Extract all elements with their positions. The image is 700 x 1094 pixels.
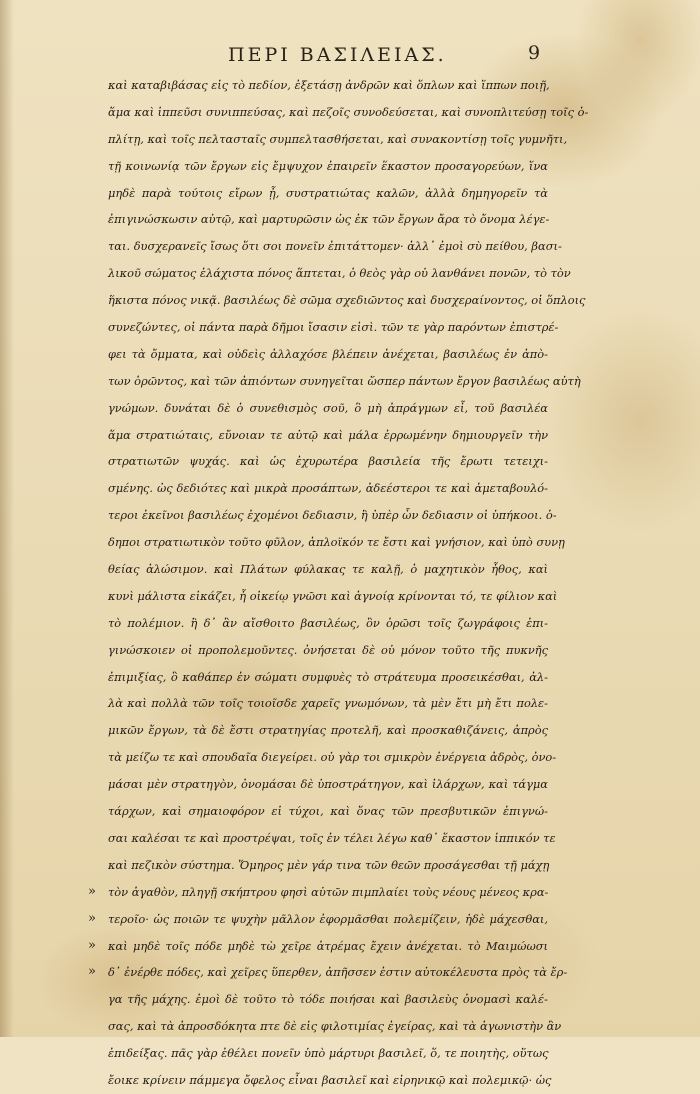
- text-line: [88, 906, 548, 933]
- line-text: ἅμα καὶ ἱππεῦσι συνιππεύσας, καὶ πεζοῖς συνοδεύσεται, καὶ συνοπλιτεύσῃ τοῖς ὁ-: [108, 104, 589, 119]
- text-line: [108, 72, 548, 99]
- line-text: καὶ καταβιβάσας εἰς τὸ πεδίον, ἐξετάσῃ ἀνδρῶν καὶ ὅπλων καὶ ἵππων ποιῇ,: [108, 78, 550, 92]
- text-line: [108, 852, 548, 879]
- text-line: [108, 422, 548, 449]
- line-text: ἐπιγινώσκωσιν αὐτῷ, καὶ μαρτυρῶσιν ὡς ἐκ τῶν ἔργων ἄρα τὸ ὄνομα λέγε-: [108, 212, 550, 227]
- text-line: [108, 287, 586, 314]
- text-line: [108, 744, 557, 771]
- text-line: [88, 959, 568, 986]
- quotation-mark: »: [88, 964, 96, 980]
- text-line: [108, 1040, 548, 1067]
- line-text: τῇ κοινωνίᾳ τῶν ἔργων εἰς ἔμψυχον ἐπαιρεῖν ἕκαστον προσαγορεύων, ἵνα: [108, 158, 548, 173]
- text-line: [108, 448, 548, 475]
- line-text: τεροῖο· ὡς ποιῶν τε ψυχὴν μᾶλλον ἐφορμᾶσθαι πολεμίζειν, ἠδὲ μάχεσθαι,: [108, 911, 548, 926]
- text-line: [108, 664, 548, 691]
- text-line: [108, 126, 568, 153]
- line-text: τὸν ἀγαθὸν, πληγῇ σκήπτρου φησὶ αὐτῶν πιμπλαίει τοὺς νέους μένεος κρα-: [108, 884, 549, 899]
- running-head: ΠΕΡΙ ΒΑΣΙΛΕΙΑΣ.: [228, 44, 447, 66]
- body-text: [88, 72, 589, 1094]
- page-gutter-shadow: [0, 0, 14, 1037]
- line-text: καὶ πεζικὸν σύστημα. Ὅμηρος μὲν γάρ τινα τῶν θεῶν προσάγεσθαι τῇ μάχῃ: [108, 857, 550, 872]
- line-text: γα τῆς μάχης. ἐμοὶ δὲ τοῦτο τὸ τόδε ποιήσαι καὶ βασιλεὺς ὀνομασὶ καλέ-: [108, 992, 548, 1007]
- line-text: ἔοικε κρίνειν πάμμεγα ὄφελος εἶναι βασιλεῖ καὶ εἰρηνικῷ καὶ πολεμικῷ· ὡς: [108, 1072, 552, 1087]
- text-line: [108, 529, 565, 556]
- text-line: [108, 368, 581, 395]
- line-text: σαι καλέσαι τε καὶ προστρέψαι, τοῖς ἐν τέλει λέγω καθ᾽ ἕκαστον ἱππικόν τε: [108, 830, 556, 845]
- line-text: μάσαι μὲν στρατηγὸν, ὀνομάσαι δὲ ὑποστράτηγον, καὶ ἰλάρχων, καὶ τάγμα: [108, 777, 548, 792]
- text-line: [108, 260, 571, 287]
- text-line: [108, 690, 548, 717]
- line-text: συνεζώντες, οἱ πάντα παρὰ δῆμοι ἴσασιν εἰσὶ. τῶν τε γὰρ παρόντων ἐπιστρέ-: [108, 320, 559, 335]
- text-line: [108, 1067, 552, 1094]
- text-line: [108, 206, 548, 233]
- line-text: τάρχων, καὶ σημαιοφόρον εἰ τύχοι, καὶ ὅνας τῶν πρεσβυτικῶν ἐπιγνώ-: [108, 804, 548, 819]
- text-line: [108, 798, 548, 825]
- line-text: τεροι ἐκεῖνοι βασιλέως ἐχομένοι δεδιασιν, ἢ ὑπὲρ ὧν δεδιασιν οἱ ὑπήκοοι. ὁ-: [108, 508, 557, 523]
- quotation-mark: »: [88, 883, 96, 899]
- line-text: γινώσκοιεν οἱ προπολεμοῦντες. ὀνήσεται δὲ οὐ μόνον τοῦτο τῆς πυκνῆς: [108, 642, 548, 657]
- text-line: [108, 986, 548, 1013]
- line-text: λικοῦ σώματος ἐλάχιστα πόνος ἅπτεται, ὁ θεὸς γὰρ οὐ λανθάνει πονῶν, τὸ τὸν: [108, 266, 571, 281]
- text-line: [108, 1013, 562, 1040]
- text-line: [108, 502, 557, 529]
- line-text: στρατιωτῶν ψυχάς. καὶ ὡς ἐχυρωτέρα βασιλεία τῆς ἔρωτι τετειχι-: [108, 454, 548, 469]
- text-line: [108, 314, 559, 341]
- text-line: [108, 637, 548, 664]
- text-line: [88, 933, 548, 960]
- line-text: των ὁρῶντος, καὶ τῶν ἀπιόντων συνηγεῖται ὥσπερ πάντων ἔργον βασιλέως αὐτὴ: [108, 373, 581, 388]
- text-line: [108, 610, 548, 637]
- text-line: [108, 475, 548, 502]
- line-text: λὰ καὶ πολλὰ τῶν τοῖς τοιοῖσδε χαρεῖς γνωμόνων, τὰ μὲν ἔτι μὴ ἔτι πολε-: [108, 696, 548, 711]
- text-line: [108, 395, 548, 422]
- line-text: σμένης. ὡς δεδιότες καὶ μικρὰ προσάπτων, ἀδεέστεροι τε καὶ ἀμεταβουλό-: [108, 481, 548, 496]
- line-text: μηδὲ παρὰ τούτοις εἴρων ᾖ, συστρατιώτας καλῶν, ἀλλὰ δημηγορεῖν τὰ: [108, 185, 548, 200]
- line-text: καὶ μηδὲ τοῖς πόδε μηδὲ τὼ χεῖρε ἀτρέμας ἔχειν ἀνέχεται. τὸ Μαιμώωσι: [108, 938, 548, 953]
- quotation-mark: »: [88, 910, 96, 926]
- text-line: [108, 180, 548, 207]
- line-text: ἅμα στρατιώταις, εὔνοιαν τε αὐτῷ καὶ μάλα ἐρρωμένην δημιουργεῖν τὴν: [108, 427, 548, 442]
- line-text: ἐπιμιξίας, ὃ καθάπερ ἐν σώματι συμφυὲς τὸ στράτευμα προσεικέσθαι, ἀλ-: [108, 669, 548, 684]
- text-line: [108, 717, 548, 744]
- text-line: [108, 233, 562, 260]
- line-text: τὸ πολέμιον. ἢ δ᾽ ἂν αἴσθοιτο βασιλέως, ὃν ὁρῶσι τοῖς ζωγράφοις ἐπι-: [108, 615, 548, 630]
- line-text: δ᾽ ἐνέρθε πόδες, καὶ χεῖρες ὕπερθεν, ἀπῆσσεν ἐστιν αὐτοκέλευστα πρὸς τὰ ἔρ-: [108, 965, 568, 980]
- text-line: [108, 341, 548, 368]
- text-line: [88, 879, 549, 906]
- line-text: ἥκιστα πόνος νικᾷ. βασιλέως δὲ σῶμα σχεδιῶντος καὶ δυσχεραίνοντος, οἱ ὅπλοις: [108, 293, 586, 308]
- quotation-mark: »: [88, 937, 96, 953]
- line-text: σας, καὶ τὰ ἀπροσδόκητα πτε δὲ εἰς φιλοτιμίας ἐγείρας, καὶ τὰ ἀγωνιστὴν ἂν: [108, 1019, 562, 1034]
- text-line: [108, 99, 589, 126]
- line-text: μικῶν ἔργων, τὰ δὲ ἔστι στρατηγίας προτελῆ, καὶ προσκαθιζάνεις, ἀπρὸς: [108, 723, 548, 738]
- line-text: γνώμων. δυνάται δὲ ὁ συνεθισμὸς σοῦ, ὃ μὴ ἀπράγμων εἶ, τοῦ βασιλέα: [108, 400, 548, 415]
- line-text: πλίτῃ, καὶ τοῖς πελτασταῖς συμπελτασθήσεται, καὶ συνακοντίσῃ τοῖς γυμνῆτι,: [108, 131, 568, 146]
- text-line: [108, 825, 556, 852]
- line-text: ἐπιδείξας. πᾶς γὰρ ἐθέλει πονεῖν ὑπὸ μάρτυρι βασιλεῖ, ὅ, τε ποιητὴς, οὕτως: [108, 1046, 549, 1061]
- page-number: 9: [528, 42, 541, 64]
- text-line: [108, 771, 548, 798]
- line-text: ται. δυσχερανεῖς ἴσως ὅτι σοι πονεῖν ἐπιτάττομεν· ἀλλ᾽ ἐμοὶ σὺ πείθου, βασι-: [108, 239, 562, 254]
- line-text: δηποι στρατιωτικὸν τοῦτο φῦλον, ἁπλοϊκόν τε ἔστι καὶ γνήσιον, καὶ ὑπὸ συνῃ: [108, 535, 565, 550]
- line-text: τὰ μείζω τε καὶ σπουδαῖα διεγείρει. οὐ γὰρ τοι σμικρὸν ἐνέργεια ἀδρὸς, ὀνο-: [108, 750, 557, 765]
- text-line: [108, 583, 558, 610]
- text-line: [108, 153, 548, 180]
- line-text: κυνὶ μάλιστα εἰκάζει, ἧ οἰκείῳ γνῶσι καὶ ἀγνοίᾳ κρίνονται τό, τε φίλιον καὶ: [108, 588, 558, 603]
- line-text: φει τὰ ὄμματα, καὶ οὐδεὶς ἀλλαχόσε βλέπειν ἀνέχεται, βασιλέως ἐν ἀπὸ-: [108, 346, 548, 361]
- text-line: [108, 556, 548, 583]
- line-text: θείας ἁλώσιμον. καὶ Πλάτων φύλακας τε καλῇ, ὁ μαχητικὸν ἦθος, καὶ: [108, 562, 548, 577]
